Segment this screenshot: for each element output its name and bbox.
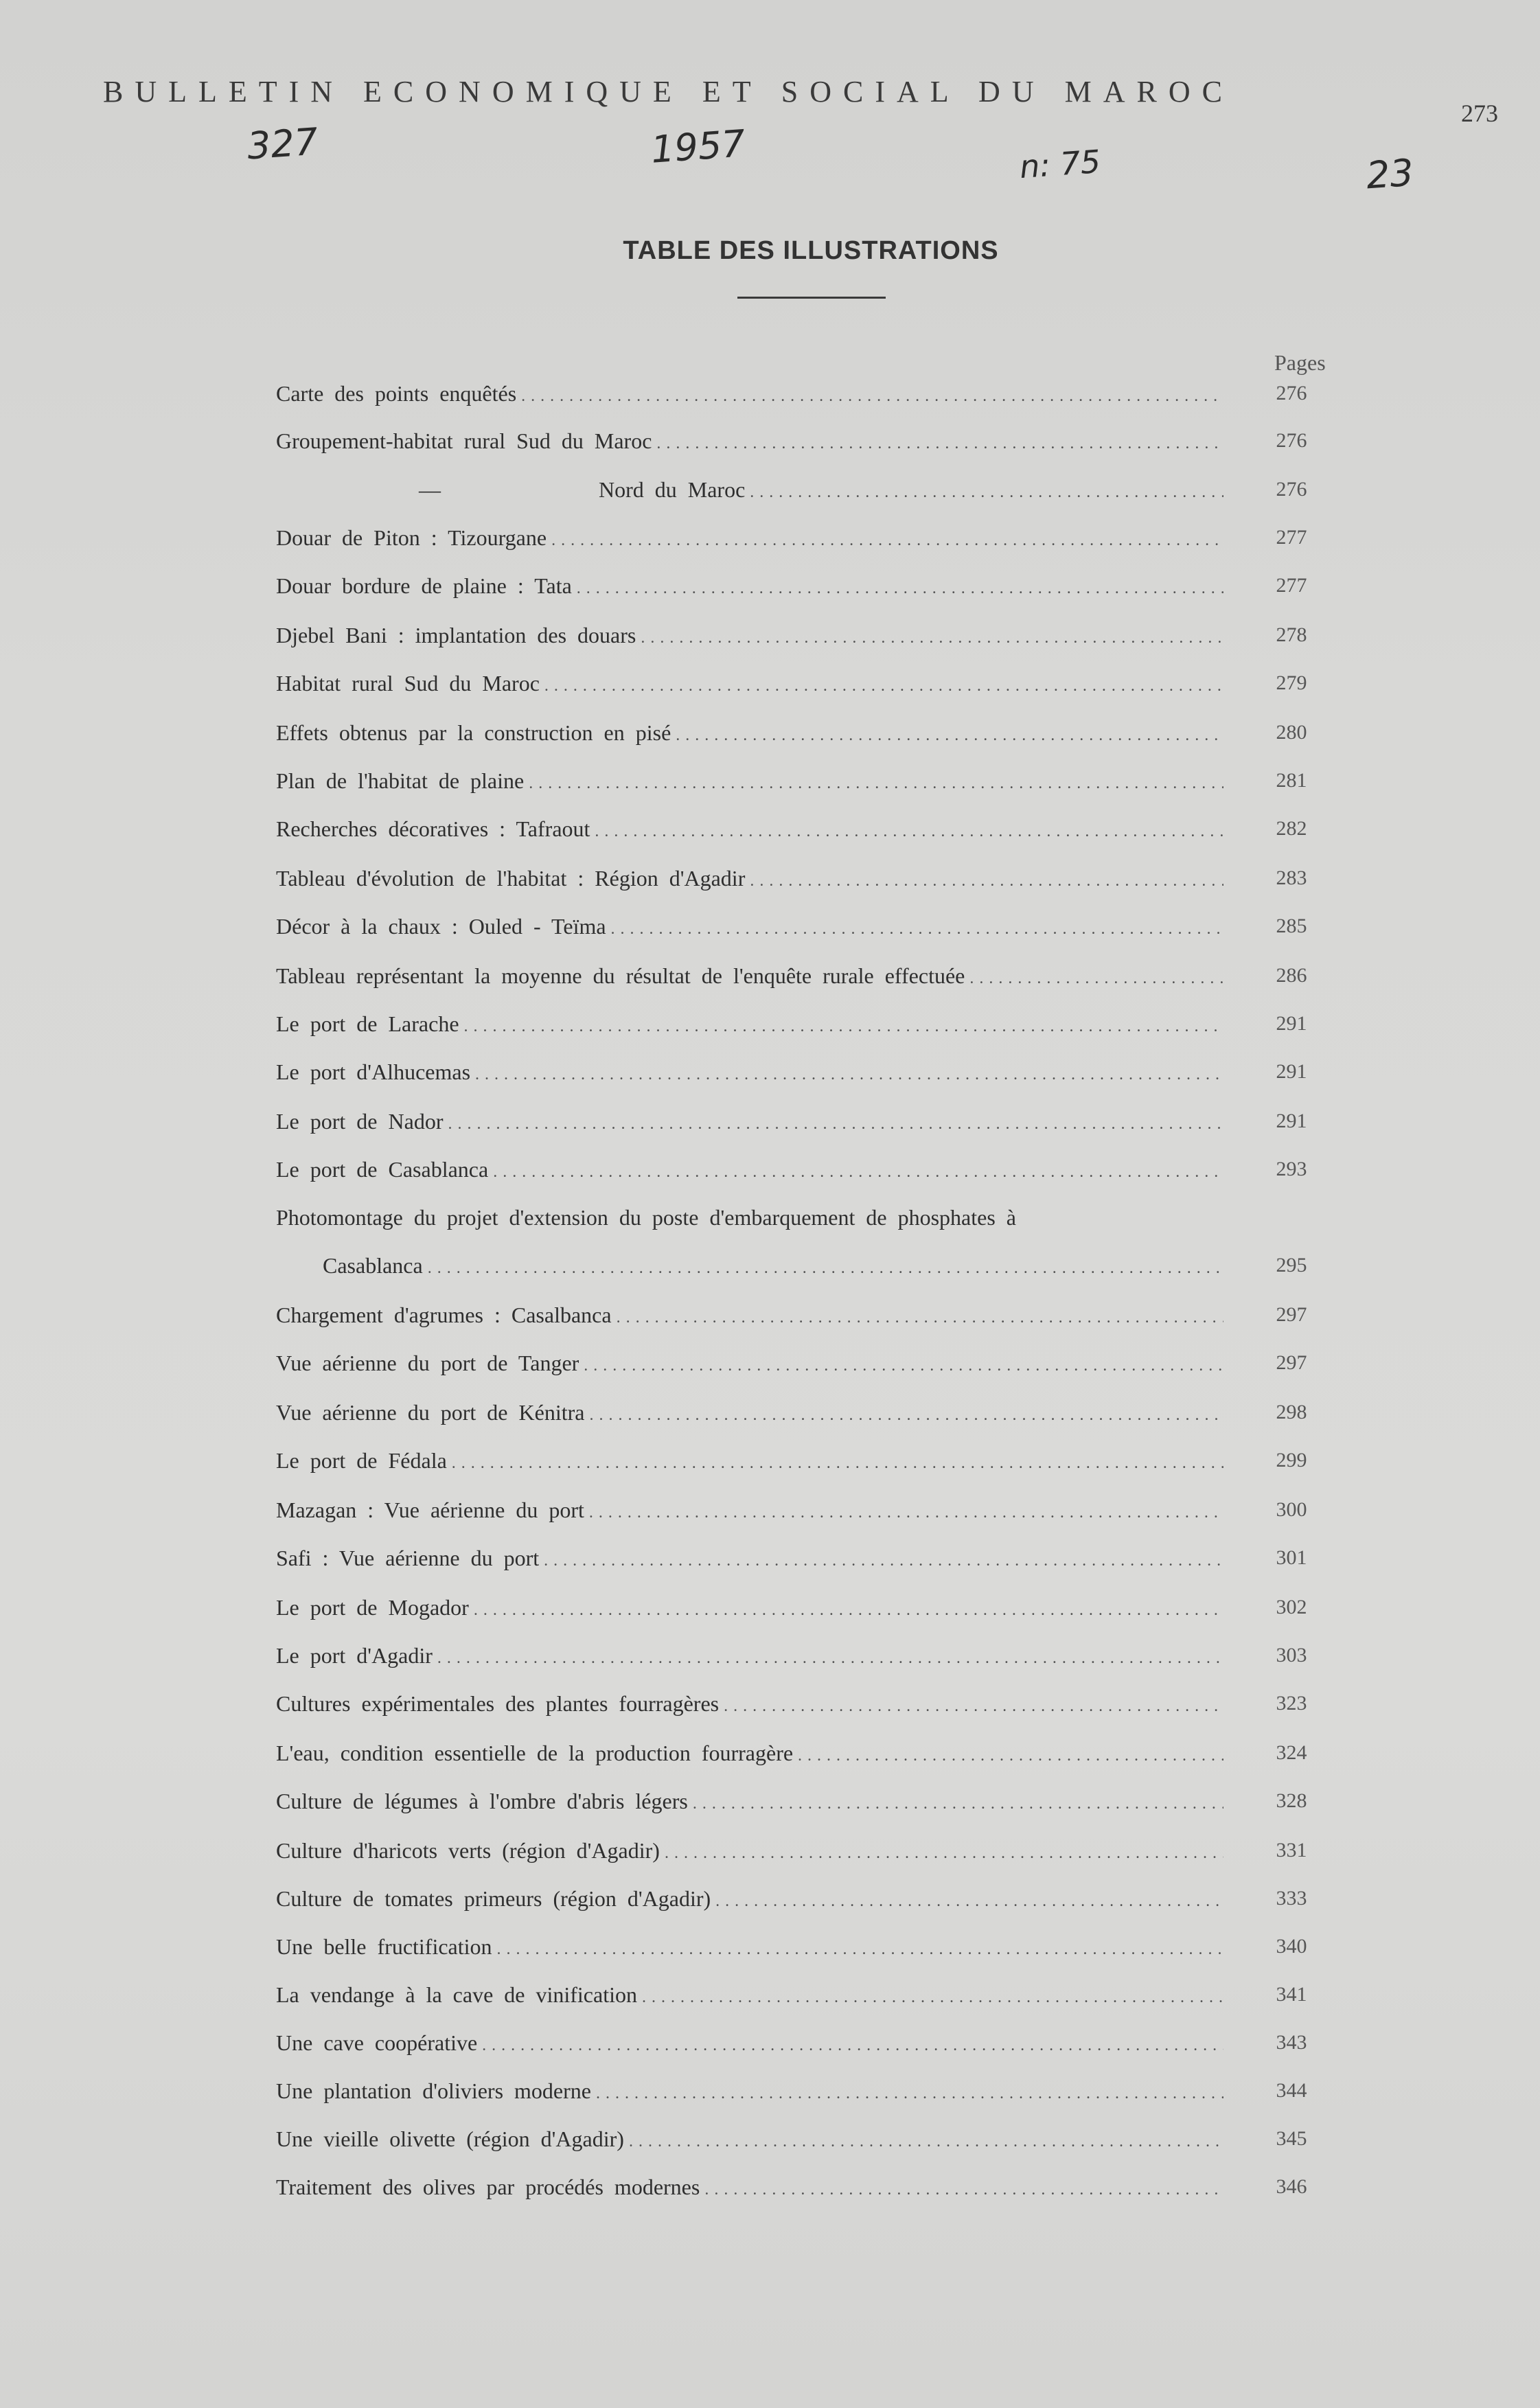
toc-entry-leader — [276, 959, 1223, 996]
toc-entry-leader — [276, 1686, 1223, 1723]
toc-entry-page: 295 — [1276, 1254, 1307, 1276]
toc-entry-title: Douar de Piton : Tizourgane — [276, 525, 547, 550]
toc-entry-title: Cultures expérimentales des plantes fourragères — [276, 1691, 720, 1716]
toc-entry-page: 324 — [1276, 1741, 1307, 1764]
toc-entry-leader — [276, 2074, 1223, 2111]
toc-entry-title: Effets obtenus par la construction en pisé — [276, 720, 671, 745]
toc-entry-title: Vue aérienne du port de Kénitra — [276, 1400, 585, 1425]
toc-entry-leader — [276, 1055, 1223, 1092]
toc-entry — [276, 1248, 1329, 1283]
toc-entry — [276, 1493, 1329, 1527]
toc-entry-page: 286 — [1276, 964, 1307, 987]
toc-entry-page: 328 — [1276, 1789, 1307, 1812]
toc-entry-title: Djebel Bani : implantation des douars — [276, 623, 636, 647]
toc-entry-title: Habitat rural Sud du Maroc — [276, 671, 540, 696]
toc-entry-page: 277 — [1276, 574, 1307, 597]
toc-entry-page: 283 — [1276, 867, 1307, 889]
toc-entry — [276, 2122, 1329, 2156]
toc-entry-title: Tableau représentant la moyenne du résultat de l'enquête rurale effectuée — [276, 963, 965, 988]
toc-entry-title: Le port d'Agadir — [276, 1643, 433, 1668]
toc-entry-leader — [323, 1248, 1223, 1285]
toc-entry — [276, 2170, 1329, 2204]
toc-entry — [276, 1346, 1329, 1380]
toc-entry — [276, 1152, 1329, 1186]
toc-entry-title: La vendange à la cave de vinification — [276, 1982, 637, 2007]
toc-entry-title: Une cave coopérative — [276, 2030, 478, 2055]
toc-entry-page: 346 — [1276, 2175, 1307, 2198]
toc-entry-leader — [276, 1298, 1223, 1335]
toc-entry-page: 276 — [1276, 429, 1307, 452]
toc-entry-leader — [276, 2122, 1223, 2159]
toc-entry-page: 280 — [1276, 721, 1307, 744]
toc-entry-title: Le port de Nador — [276, 1109, 444, 1134]
toc-entry — [276, 715, 1329, 750]
toc-entry-title: Une vieille olivette (région d'Agadir) — [276, 2126, 624, 2151]
toc-entry — [276, 959, 1329, 993]
toc-entry-leader — [276, 1007, 1223, 1044]
toc-entry-page: 323 — [1276, 1692, 1307, 1715]
toc-entry-leader — [276, 666, 1223, 703]
toc-entry-page: 281 — [1276, 769, 1307, 792]
toc-entry-page: 341 — [1276, 1983, 1307, 2006]
toc-entry — [276, 1977, 1329, 2012]
toc-entry-leader — [276, 861, 1223, 898]
toc-entry-leader — [276, 1590, 1223, 1627]
toc-entry — [276, 424, 1329, 458]
toc-entry-title: Le port de Fédala — [276, 1448, 447, 1473]
toc-entry-page: 301 — [1276, 1546, 1307, 1569]
toc-entry-title: Le port d'Alhucemas — [276, 1059, 471, 1084]
toc-entry-leader — [599, 472, 1223, 509]
toc-entry-title: Carte des points enquêtés — [276, 381, 517, 406]
toc-entry-leader — [276, 1152, 1223, 1189]
page-number: 273 — [1461, 100, 1498, 127]
toc-entry-title: Le port de Mogador — [276, 1595, 469, 1620]
toc-entry — [276, 1590, 1329, 1625]
toc-entry-title: Culture d'haricots verts (région d'Agadir) — [276, 1838, 660, 1863]
toc-entry-leader — [276, 764, 1223, 801]
toc-entry-leader — [276, 618, 1223, 655]
toc-entry-leader — [276, 812, 1223, 849]
toc-entry — [276, 1881, 1329, 1916]
toc-entry-page: 331 — [1276, 1839, 1307, 1861]
toc-entry-title: Le port de Larache — [276, 1011, 459, 1036]
toc-entry-page: 298 — [1276, 1401, 1307, 1423]
toc-entry-title: Plan de l'habitat de plaine — [276, 768, 525, 793]
publication-header: BULLETIN ECONOMIQUE ET SOCIAL DU MAROC — [103, 75, 1234, 108]
toc-entry — [276, 1298, 1329, 1332]
toc-entry-page: 276 — [1276, 382, 1307, 404]
toc-entry-page: 297 — [1276, 1351, 1307, 1374]
toc-entry-page: 276 — [1276, 478, 1307, 501]
toc-entry-leader — [276, 1736, 1223, 1773]
toc-entry — [276, 666, 1329, 700]
toc-entry — [276, 1784, 1329, 1818]
toc-entry — [276, 1395, 1329, 1430]
toc-entry — [276, 1833, 1329, 1868]
toc-entry — [276, 472, 1329, 507]
toc-entry-page: 340 — [1276, 1935, 1307, 1958]
toc-entry-page: 302 — [1276, 1596, 1307, 1618]
toc-entry-title: Le port de Casablanca — [276, 1157, 489, 1182]
toc-entry — [276, 861, 1329, 895]
toc-entry — [276, 909, 1329, 943]
toc-entry-leader — [276, 909, 1223, 946]
toc-entry-page: 344 — [1276, 2079, 1307, 2102]
toc-entry-page: 333 — [1276, 1887, 1307, 1910]
toc-entry — [276, 1104, 1329, 1138]
pages-column-label: Pages — [1274, 350, 1326, 375]
ditto-dash: — — [419, 477, 441, 502]
toc-entry-leader — [276, 376, 1223, 413]
toc-entry-leader — [276, 1929, 1223, 1966]
toc-entry-leader — [276, 1638, 1223, 1675]
toc-entry-page: 300 — [1276, 1498, 1307, 1521]
toc-entry — [276, 618, 1329, 652]
toc-entry-leader — [276, 2026, 1223, 2063]
toc-entry — [276, 1929, 1329, 1964]
toc-entry-title: Une belle fructification — [276, 1934, 492, 1959]
toc-entry-title: Mazagan : Vue aérienne du port — [276, 1498, 584, 1522]
toc-entry — [276, 520, 1329, 555]
toc-entry-page: 285 — [1276, 915, 1307, 937]
handwritten-note: 327 — [245, 119, 320, 168]
toc-entry-title: Culture de légumes à l'ombre d'abris légers — [276, 1789, 688, 1813]
toc-entry-title: Recherches décoratives : Tafraout — [276, 816, 590, 841]
toc-entry-page: 297 — [1276, 1303, 1307, 1326]
toc-entry-title: Photomontage du projet d'extension du poste d'embarquement de phosphates à — [276, 1205, 1016, 1230]
toc-entry — [276, 812, 1329, 846]
toc-entry-leader — [276, 520, 1223, 558]
toc-entry-leader — [276, 1200, 1223, 1237]
toc-entry-leader — [276, 1881, 1223, 1918]
toc-entry-leader — [276, 715, 1223, 753]
toc-entry-title: Douar bordure de plaine : Tata — [276, 573, 572, 598]
toc-entry-page: 291 — [1276, 1060, 1307, 1083]
toc-entry-title: Chargement d'agrumes : Casalbanca — [276, 1303, 612, 1327]
toc-entry — [276, 1200, 1329, 1235]
toc-entry — [276, 1736, 1329, 1770]
toc-entry-leader — [276, 1977, 1223, 2015]
toc-entry — [276, 1541, 1329, 1575]
toc-entry-title: Tableau d'évolution de l'habitat : Région d'Agadir — [276, 866, 746, 891]
toc-entry-title: Décor à la chaux : Ouled - Teïma — [276, 914, 606, 939]
toc-entry — [276, 1638, 1329, 1673]
toc-entry — [276, 569, 1329, 603]
toc-entry-title: L'eau, condition essentielle de la production fourragère — [276, 1741, 794, 1765]
toc-entry-leader — [276, 1833, 1223, 1870]
toc-entry-page: 291 — [1276, 1110, 1307, 1132]
toc-entry-page: 303 — [1276, 1644, 1307, 1666]
toc-entry — [276, 1686, 1329, 1721]
toc-entry — [276, 1443, 1329, 1478]
toc-entry — [276, 2026, 1329, 2060]
toc-entry — [276, 1055, 1329, 1089]
handwritten-note: 1957 — [649, 122, 747, 172]
toc-entry-page: 293 — [1276, 1158, 1307, 1180]
toc-entry-page: 345 — [1276, 2127, 1307, 2150]
toc-entry-leader — [276, 2170, 1223, 2207]
toc-entry-title: Une plantation d'oliviers moderne — [276, 2078, 591, 2103]
toc-entry-title: Culture de tomates primeurs (région d'Agadir) — [276, 1886, 711, 1911]
toc-entry-leader — [276, 1443, 1223, 1480]
toc-entry — [276, 1007, 1329, 1041]
toc-entry-leader — [276, 1395, 1223, 1432]
toc-entry-page: 299 — [1276, 1449, 1307, 1471]
toc-entry-leader — [276, 1784, 1223, 1821]
toc-entry-leader — [276, 1541, 1223, 1578]
toc-entry-page: 279 — [1276, 672, 1307, 694]
toc-entry-leader — [276, 424, 1223, 461]
toc-entry — [276, 376, 1329, 411]
handwritten-note: 23 — [1364, 150, 1415, 198]
toc-entry-title: Groupement-habitat rural Sud du Maroc — [276, 428, 652, 453]
page-title: TABLE DES ILLUSTRATIONS — [623, 236, 999, 265]
toc-entry-title: Vue aérienne du port de Tanger — [276, 1351, 579, 1375]
toc-entry-title: Casablanca — [323, 1253, 423, 1278]
toc-entry — [276, 764, 1329, 798]
toc-entry-leader — [276, 569, 1223, 606]
toc-entry-page: 278 — [1276, 623, 1307, 646]
handwritten-note: n: 75 — [1018, 142, 1102, 186]
toc-entry-leader — [276, 1104, 1223, 1141]
toc-entry-page: 291 — [1276, 1012, 1307, 1035]
toc-entry-page: 282 — [1276, 817, 1307, 840]
toc-entry-page: 343 — [1276, 2031, 1307, 2054]
toc-entry-leader — [276, 1346, 1223, 1383]
toc-entry-title: Nord du Maroc — [599, 477, 746, 502]
toc-entry — [276, 2074, 1329, 2108]
toc-entry-title: Traitement des olives par procédés modernes — [276, 2175, 700, 2199]
toc-entry-leader — [276, 1493, 1223, 1530]
toc-entry-title: Safi : Vue aérienne du port — [276, 1546, 540, 1570]
toc-entry-page: 277 — [1276, 526, 1307, 549]
